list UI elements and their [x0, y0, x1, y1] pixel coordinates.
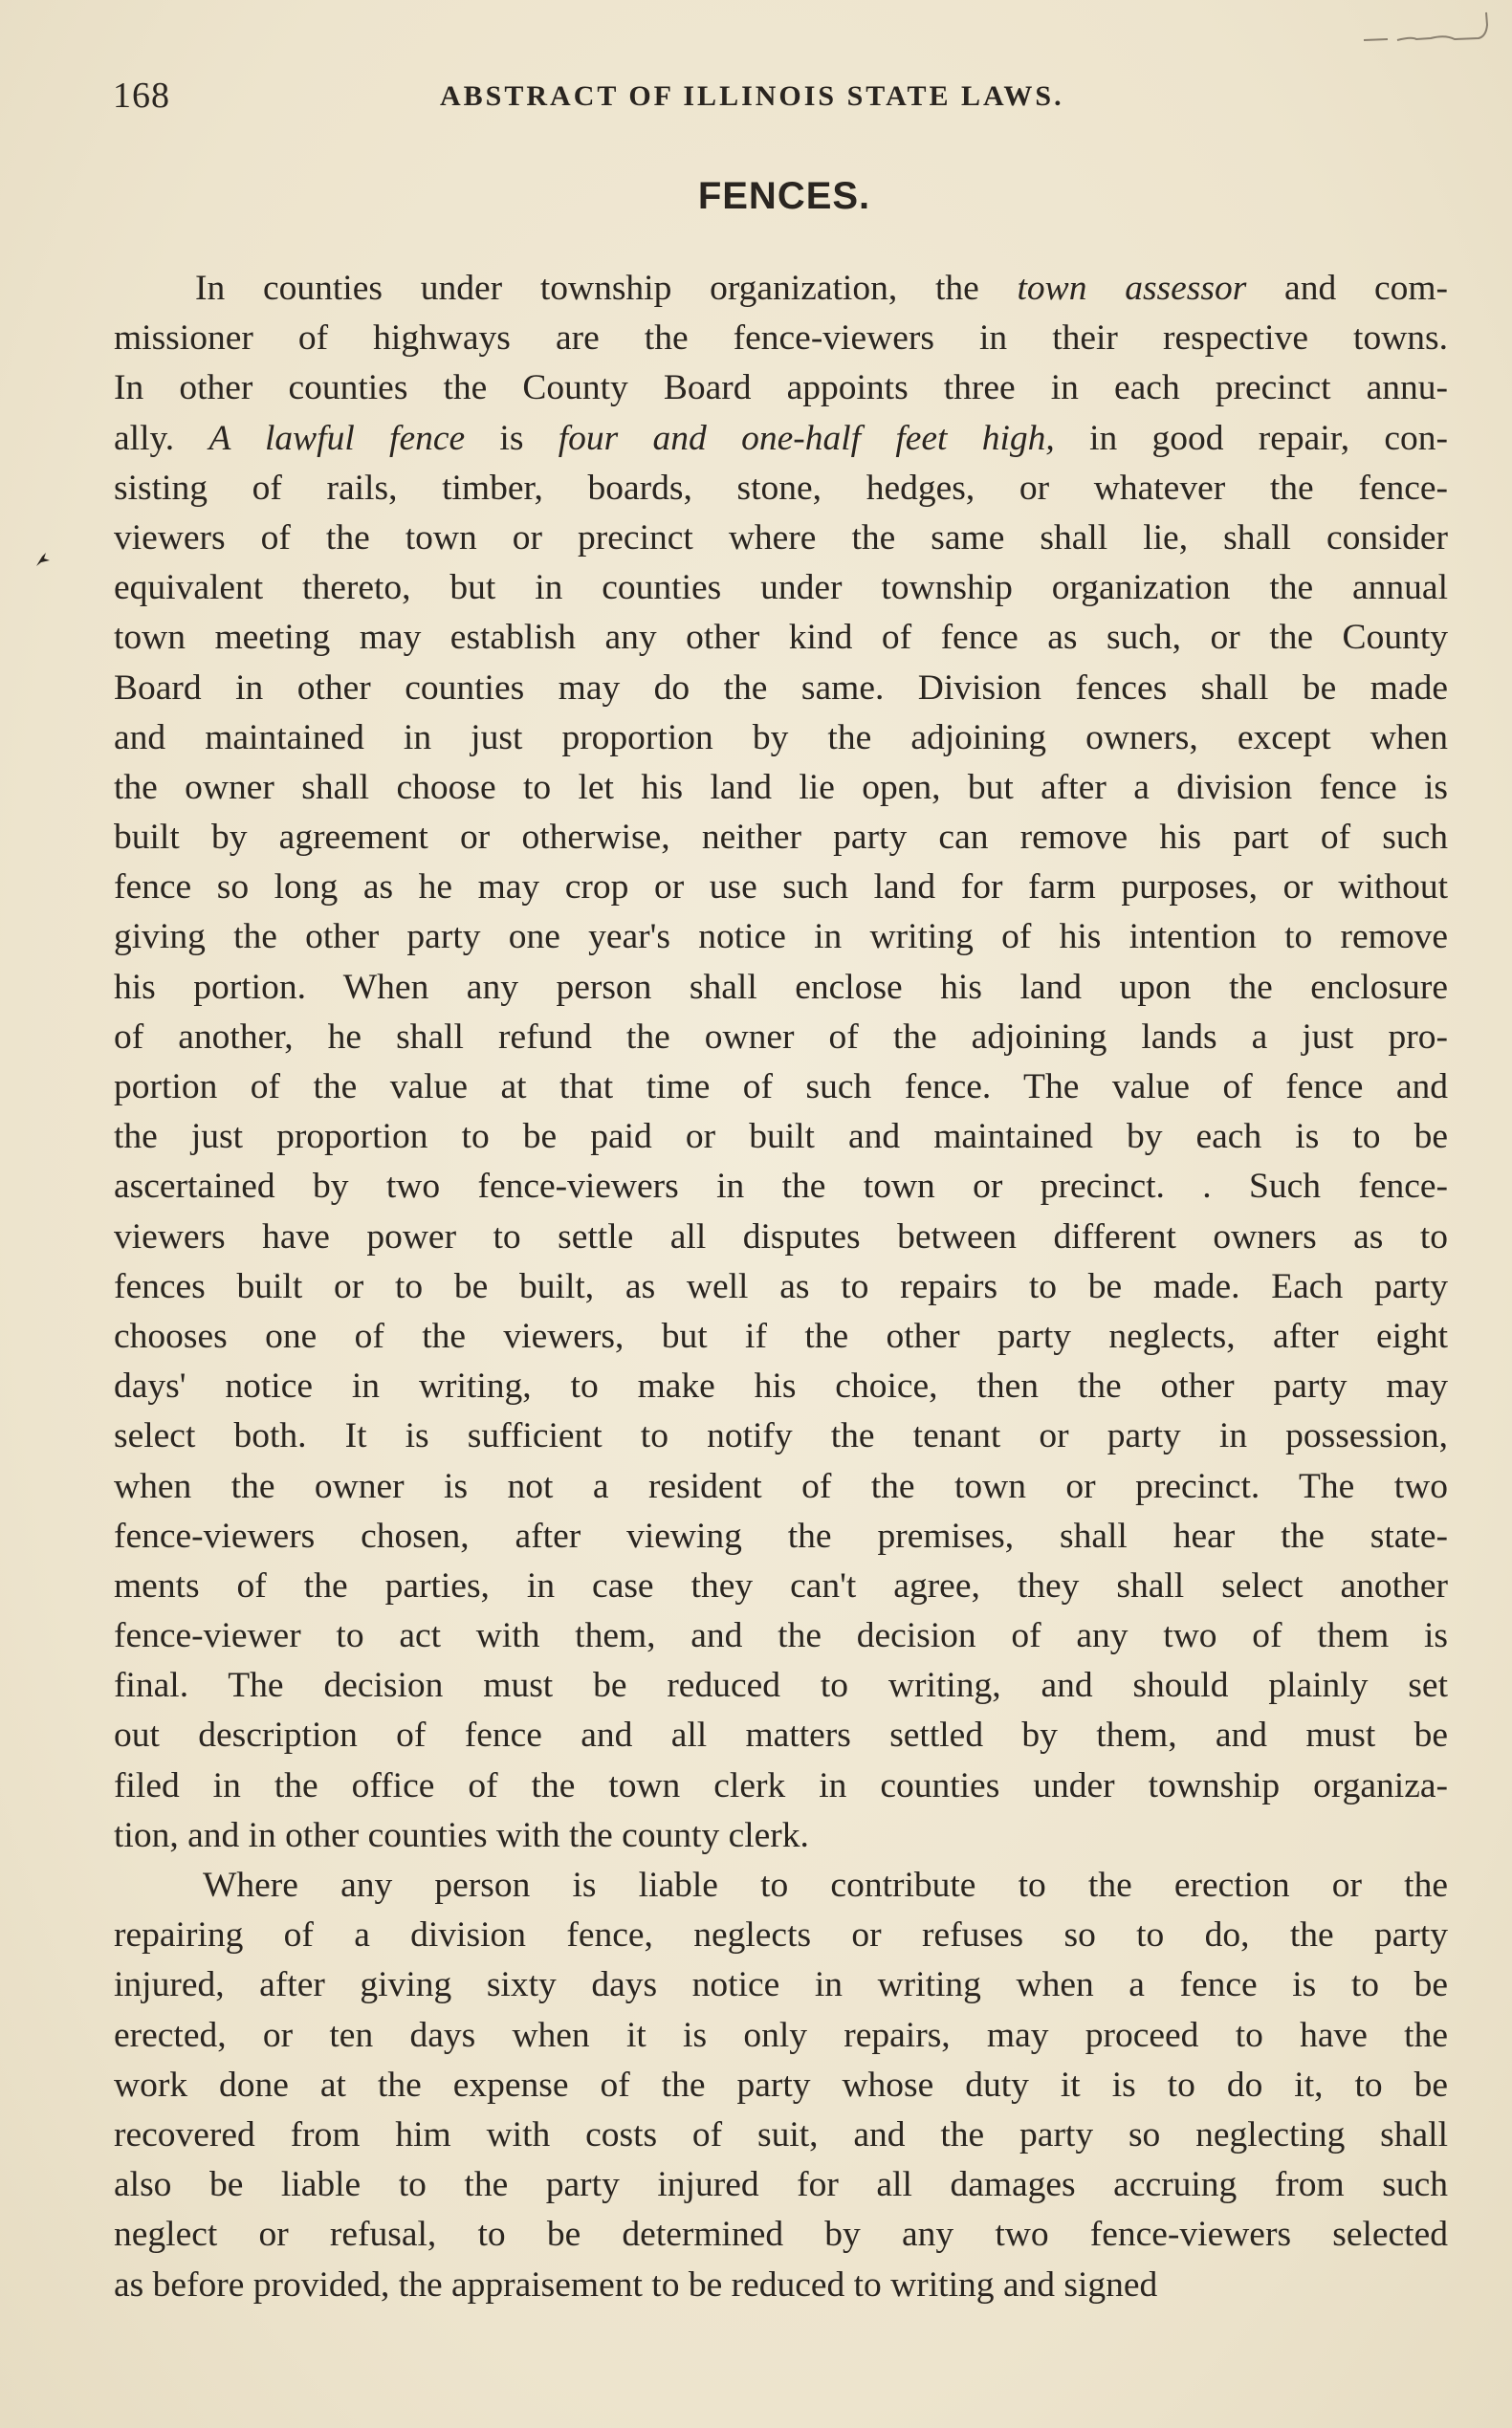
italic-run: A lawful fence: [208, 418, 466, 458]
text-run: is: [465, 418, 559, 458]
text-run: in good repair, con-: [1054, 418, 1449, 458]
text-line: [114, 863, 1448, 912]
text-run: viewers of the town or precinct where the same shall lie, shall consider: [114, 517, 1448, 558]
running-head: [113, 75, 1452, 122]
text-run: the just proportion to be paid or built and maintained by each is to be: [114, 1117, 1448, 1157]
text-line: [114, 963, 1448, 1013]
ink-speck: [33, 549, 54, 570]
text-run: portion of the value at that time of such fence. The value of fence and: [114, 1067, 1448, 1106]
text-run: repairing of a division fence, neglects or refuses so to do, the party: [114, 1915, 1448, 1956]
text-line: [114, 1512, 1448, 1562]
italic-run: four and one-half feet high,: [558, 418, 1055, 458]
text-line: [114, 1462, 1448, 1512]
text-line: [114, 813, 1448, 863]
page-number: 168: [113, 76, 170, 116]
text-run: built by agreement or otherwise, neither party can remove his part of such: [114, 818, 1448, 858]
text-run: ments of the parties, in case they can't agree, they shall select another: [114, 1565, 1448, 1606]
text-line: [114, 1761, 1448, 1811]
text-run: when the owner is not a resident of the town or precinct. The two: [114, 1466, 1448, 1506]
text-line: [114, 1362, 1448, 1411]
text-run: ascertained by two fence-viewers in the town or precinct. . Such fence-: [114, 1167, 1448, 1207]
text-run: In other counties the County Board appoints three in each precinct annu-: [114, 368, 1448, 408]
text-run: recovered from him with costs of suit, and the party so neglecting shall: [114, 2114, 1448, 2155]
text-line: [114, 2210, 1448, 2260]
text-run: and com-: [1246, 269, 1448, 308]
text-run: fence so long as he may crop or use such land for farm purposes, or without: [114, 867, 1448, 908]
text-line: [114, 1861, 1448, 1911]
text-line: [114, 314, 1448, 363]
text-line: [114, 1262, 1448, 1312]
italic-run: town assessor: [1017, 269, 1247, 308]
text-run: final. The decision must be reduced to writing, and should plainly set: [114, 1666, 1448, 1706]
text-run: also be liable to the party injured for all damages accruing from such: [114, 2165, 1448, 2205]
text-run: erected, or ten days when it is only repairs, may proceed to have the: [114, 2015, 1448, 2055]
text-run: equivalent thereto, but in counties under township organization the annual: [114, 568, 1448, 608]
text-run: fence-viewers chosen, after viewing the premises, shall hear the state-: [114, 1516, 1448, 1556]
text-run: filed in the office of the town clerk in counties under township organiza-: [114, 1765, 1448, 1805]
text-line: [114, 1112, 1448, 1162]
text-run: viewers have power to settle all disputes between different owners as to: [114, 1216, 1448, 1257]
text-line: [114, 1162, 1448, 1212]
text-run: sisting of rails, timber, boards, stone, hedges, or whatever the fence-: [114, 468, 1448, 508]
text-line: [114, 2061, 1448, 2111]
text-line: [114, 264, 1448, 314]
text-line: [114, 363, 1448, 413]
text-line: [114, 1411, 1448, 1461]
text-run: ally.: [114, 418, 209, 458]
text-line: [114, 1062, 1448, 1112]
text-line: [114, 2011, 1448, 2061]
text-line: [114, 2261, 1448, 2310]
paragraph-1: [114, 264, 1448, 1861]
text-line: [114, 2160, 1448, 2210]
text-line: [114, 1013, 1448, 1062]
text-line: [114, 1661, 1448, 1711]
text-run: work done at the expense of the party whose duty it is to do it, to be: [114, 2065, 1448, 2105]
text-run: tion, and in other counties with the county clerk.: [114, 1815, 809, 1855]
text-run: out description of fence and all matters settled by them, and must be: [114, 1716, 1448, 1756]
text-line: [114, 912, 1448, 962]
section-title: FENCES.: [697, 175, 871, 217]
text-run: Board in other counties may do the same. Division fences shall be made: [114, 667, 1448, 708]
text-run: town meeting may establish any other kind of fence as such, or the County: [114, 618, 1448, 658]
text-line: [114, 2111, 1448, 2160]
text-run: giving the other party one year's notice in writing of his intention to remove: [114, 917, 1448, 957]
text-run: chooses one of the viewers, but if the other party neglects, after eight: [114, 1316, 1448, 1356]
text-line: [114, 1213, 1448, 1262]
text-line: [114, 1911, 1448, 1960]
text-run: neglect or refusal, to be determined by any two fence-viewers selected: [114, 2215, 1448, 2255]
text-run: the owner shall choose to let his land lie open, but after a division fence is: [114, 767, 1448, 807]
text-run: as before provided, the appraisement to be reduced to writing and signed: [114, 2264, 1158, 2305]
text-run: select both. It is sufficient to notify the tenant or party in possession,: [114, 1416, 1448, 1456]
body-text: [114, 264, 1448, 2310]
text-line: [114, 1312, 1448, 1362]
text-line: [114, 613, 1448, 663]
text-line: [114, 514, 1448, 563]
text-run: injured, after giving sixty days notice in writing when a fence is to be: [114, 1965, 1448, 2005]
text-line: [114, 664, 1448, 713]
text-line: [114, 464, 1448, 514]
text-line: [114, 713, 1448, 763]
text-run: fence-viewer to act with them, and the decision of any two of them is: [114, 1616, 1448, 1656]
text-run: Where any person is liable to contribute to the erection or the: [203, 1866, 1448, 1905]
text-run: missioner of highways are the fence-viewers in their respective towns.: [114, 318, 1448, 359]
text-run: and maintained in just proportion by the adjoining owners, except when: [114, 717, 1448, 757]
pencil-mark: [1359, 8, 1493, 46]
text-line: [114, 1811, 1448, 1861]
running-title: ABSTRACT OF ILLINOIS STATE LAWS.: [440, 80, 1064, 112]
paragraph-2: [114, 1861, 1448, 2310]
text-line: [114, 763, 1448, 813]
text-line: [114, 414, 1448, 464]
text-line: [114, 1960, 1448, 2010]
text-line: [114, 563, 1448, 613]
text-line: [114, 1611, 1448, 1661]
text-line: [114, 1711, 1448, 1761]
text-run: his portion. When any person shall enclose his land upon the enclosure: [114, 967, 1448, 1007]
text-run: fences built or to be built, as well as to repairs to be made. Each party: [114, 1266, 1448, 1306]
text-run: days' notice in writing, to make his choice, then the other party may: [114, 1367, 1448, 1407]
text-line: [114, 1562, 1448, 1611]
text-run: In counties under township organization, the: [195, 269, 1018, 308]
text-run: of another, he shall refund the owner of the adjoining lands a just pro-: [114, 1017, 1448, 1057]
